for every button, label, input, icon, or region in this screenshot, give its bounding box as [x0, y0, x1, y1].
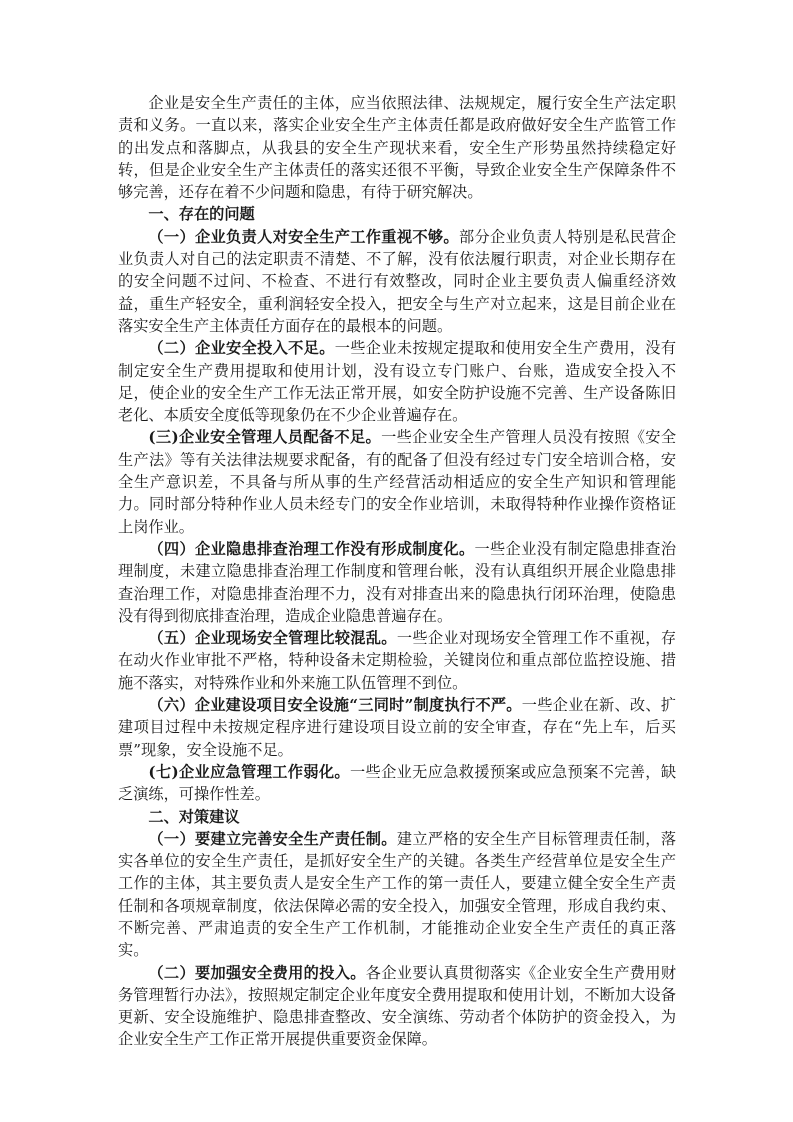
- problem-lead-1: （一）企业负责人对安全生产工作重视不够。: [148, 227, 459, 246]
- problem-body-4: 一些企业没有制定隐患排查治理制度，未建立隐患排查治理工作制度和管理台帐，没有认真组织开展企业隐患排查治理工作，对隐患排查治理不力，没有对排查出来的隐患执行闭环治理，使隐患没有得到彻底排查治理，造成企业隐患普遍存在。: [118, 539, 677, 625]
- problem-paragraph-4: [118, 538, 676, 627]
- suggestion-paragraph-1: [118, 828, 676, 962]
- problem-body-7: 一些企业无应急救援预案或应急预案不完善，缺乏演练，可操作性差。: [118, 762, 677, 804]
- problem-paragraph-3: [118, 426, 676, 537]
- problem-paragraph-1: [118, 226, 676, 337]
- suggestion-lead-1: （一）要建立完善安全生产责任制。: [148, 829, 397, 848]
- suggestion-lead-2: （二）要加强安全费用的投入。: [148, 963, 366, 982]
- section-heading-problems: 一、存在的问题: [148, 205, 255, 224]
- problem-paragraph-2: [118, 337, 676, 426]
- problem-lead-3: (三)企业安全管理人员配备不足。: [148, 428, 382, 447]
- problem-body-5: 一些企业对现场安全管理工作不重视，存在动火作业审批不严格，特种设备未定期检验，关键岗位和重点部位监控设施、措施不落实，对特殊作业和外来施工队伍管理不到位。: [118, 629, 677, 692]
- intro-paragraph: 企业是安全生产责任的主体，应当依照法律、法规规定，履行安全生产法定职责和义务。一直以来，落实企业安全生产主体责任都是政府做好安全生产监管工作的出发点和落脚点，从我县的安全生产现状来看，安全生产形势虽然持续稳定好转，但是企业安全生产主体责任的落实还很不平衡，导致企业安全生产保障条件不够完善，还存在着不少问题和隐患，有待于研究解决。: [118, 94, 676, 202]
- problem-lead-7: (七)企业应急管理工作弱化。: [148, 762, 350, 781]
- problem-lead-6: （六）企业建设项目安全设施“三同时”制度执行不严。: [148, 696, 522, 715]
- suggestion-body-1: 建立严格的安全生产目标管理责任制，落实各单位的安全生产责任，是抓好安全生产的关键。各类生产经营单位是安全生产工作的主体，其主要负责人是安全生产工作的第一责任人，要建立健全安全生产责任制和各项规章制度，依法保障必需的安全投入，加强安全管理，形成自我约束、不断完善、严肃追责的安全生产工作机制，才能推动企业安全生产责任的真正落实。: [118, 829, 677, 960]
- problem-paragraph-5: [118, 627, 676, 694]
- suggestion-paragraph-2: [118, 962, 676, 1051]
- section-heading-suggestions: 二、对策建议: [148, 807, 240, 826]
- problem-body-3: 一些企业安全生产管理人员没有按照《安全生产法》等有关法律法规要求配备，有的配备了但没有经过专门安全培训合格，安全生产意识差，不具备与所从事的生产经营活动相适应的安全生产知识和管理能力。同时部分特种作业人员未经专门的安全作业培训，未取得特种作业操作资格证上岗作业。: [118, 428, 677, 536]
- document-body: [118, 92, 676, 1051]
- problem-lead-5: （五）企业现场安全管理比较混乱。: [148, 629, 397, 648]
- problem-body-6: 一些企业在新、改、扩建项目过程中未按规定程序进行建设项目设立前的安全审查，存在“先上车，后买票”现象，安全设施不足。: [118, 696, 676, 759]
- suggestion-body-2: 各企业要认真贯彻落实《企业安全生产费用财务管理暂行办法》，按照规定制定企业年度安全费用提取和使用计划，不断加大设备更新、安全设施维护、隐患排查整改、安全演练、劳动者个体防护的资金投入，为企业安全生产工作正常开展提供重要资金保障。: [118, 963, 677, 1049]
- problem-lead-4: （四）企业隐患排查治理工作没有形成制度化。: [148, 539, 475, 558]
- problem-body-2: 一些企业未按规定提取和使用安全生产费用，没有制定安全生产费用提取和使用计划，没有设立专门账户、台账，造成安全投入不足，使企业的安全生产工作无法正常开展，如安全防护设施不完善、生产设备陈旧老化、本质安全度低等现象仍在不少企业普遍存在。: [118, 339, 677, 425]
- problem-body-1: 部分企业负责人特别是私民营企业负责人对自己的法定职责不清楚、不了解，没有依法履行职责，对企业长期存在的安全问题不过问、不检查、不进行有效整改，同时企业主要负责人偏重经济效益，重生产轻安全，重利润轻安全投入，把安全与生产对立起来，这是目前企业在落实安全生产主体责任方面存在的最根本的问题。: [118, 227, 677, 335]
- problem-lead-2: （二）企业安全投入不足。: [148, 339, 335, 358]
- problem-paragraph-6: [118, 694, 676, 761]
- problem-paragraph-7: [118, 761, 676, 806]
